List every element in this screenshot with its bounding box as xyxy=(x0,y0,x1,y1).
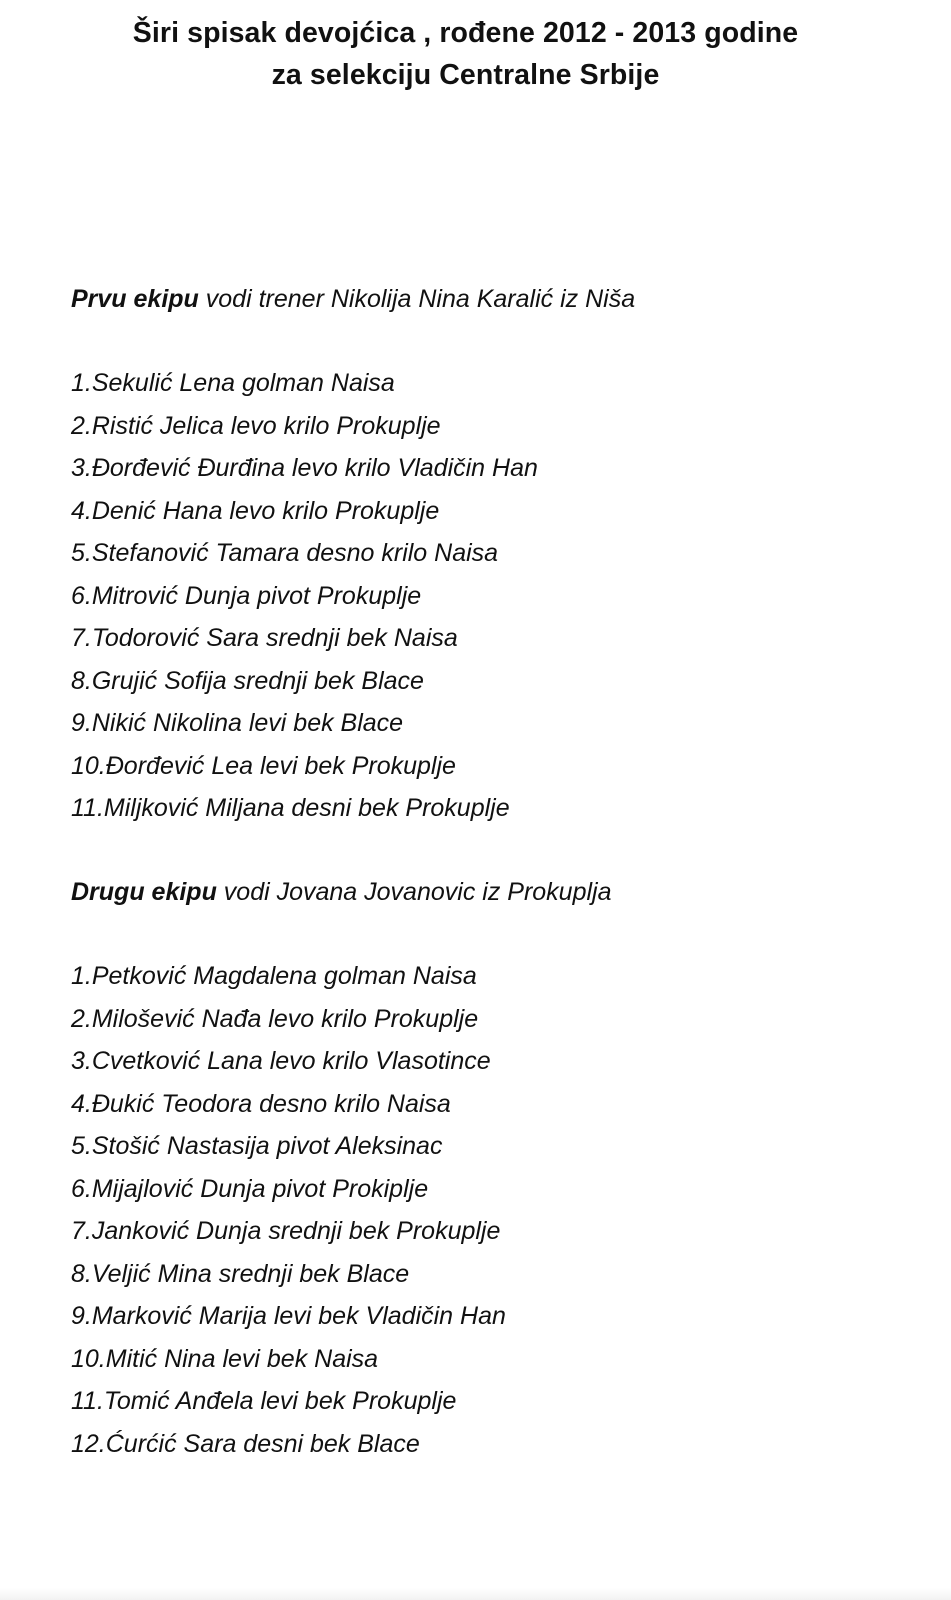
team2-heading-rest: vodi Jovana Jovanovic iz Prokuplja xyxy=(216,878,612,906)
team1-heading-rest: vodi trener Nikolija Nina Karalić iz Niša xyxy=(198,285,636,313)
team2-player: 6.Mijajlović Dunja pivot Prokiplje xyxy=(71,1174,429,1203)
team1-player: 4.Denić Hana levo krilo Prokuplje xyxy=(71,496,440,525)
team2-player: 2.Milošević Nađa levo krilo Prokuplje xyxy=(71,1004,479,1033)
team1-player: 1.Sekulić Lena golman Naisa xyxy=(71,369,395,397)
team1-player: 2.Ristić Jelica levo krilo Prokuplje xyxy=(71,411,441,440)
team1-player: 10.Đorđević Lea levi bek Prokuplje xyxy=(71,751,456,780)
team1-player: 5.Stefanović Tamara desno krilo Naisa xyxy=(71,539,499,567)
team2-player: 9.Marković Marija levi bek Vladičin Han xyxy=(71,1302,506,1330)
team2-heading xyxy=(71,877,612,907)
team1-player: 3.Đorđević Đurđina levo krilo Vladičin Han xyxy=(71,454,538,482)
team1-heading xyxy=(71,284,635,314)
team2-player: 11.Tomić Anđela levi bek Prokuplje xyxy=(71,1387,457,1415)
team2-roster xyxy=(71,955,506,1465)
team1-player: 9.Nikić Nikolina levi bek Blace xyxy=(71,709,404,737)
title-line-1: Širi spisak devojćica , rođene 2012 - 2013 godine xyxy=(132,17,799,49)
team1-player: 8.Grujić Sofija srednji bek Blace xyxy=(71,666,424,695)
team2-player: 10.Mitić Nina levi bek Naisa xyxy=(71,1344,379,1373)
team2-player: 4.Đukić Teodora desno krilo Naisa xyxy=(71,1089,451,1118)
team1-player: 7.Todorović Sara srednji bek Naisa xyxy=(71,624,458,652)
team2-player: 3.Cvetković Lana levo krilo Vlasotince xyxy=(71,1047,491,1075)
team2-player: 1.Petković Magdalena golman Naisa xyxy=(71,962,477,990)
title-line-2: za selekciju Centralne Srbije xyxy=(271,59,660,91)
team2-heading-bold: Drugu ekipu xyxy=(71,878,217,906)
team1-heading-bold: Prvu ekipu xyxy=(71,285,199,313)
team2-player: 12.Ćurćić Sara desni bek Blace xyxy=(71,1429,420,1458)
team1-player: 6.Mitrović Dunja pivot Prokuplje xyxy=(71,581,422,610)
team1-roster xyxy=(71,362,538,830)
page-bottom-edge xyxy=(0,1588,951,1600)
team2-player: 5.Stošić Nastasija pivot Aleksinac xyxy=(71,1132,443,1160)
team2-player: 8.Veljić Mina srednji bek Blace xyxy=(71,1259,410,1288)
team2-player: 7.Janković Dunja srednji bek Prokuplje xyxy=(71,1217,501,1245)
team1-player: 11.Miljković Miljana desni bek Prokuplje xyxy=(71,794,510,822)
document-title xyxy=(0,12,931,96)
